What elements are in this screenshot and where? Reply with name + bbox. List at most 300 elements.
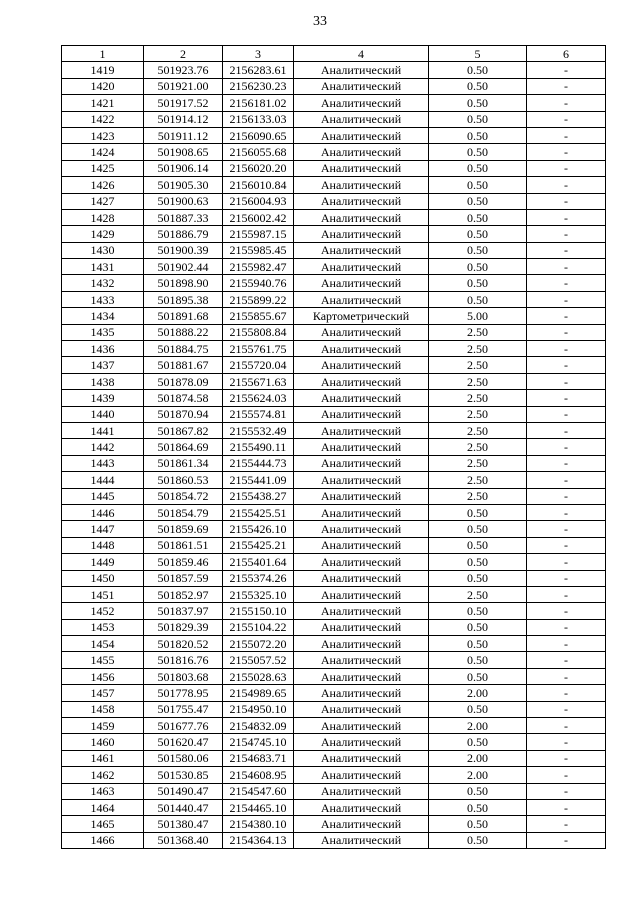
y-coordinate-cell: 2155028.63	[223, 668, 294, 684]
point-number-cell: 1456	[62, 668, 144, 684]
method-cell: Аналитический	[294, 439, 429, 455]
y-coordinate-cell: 2155532.49	[223, 422, 294, 438]
table-row	[62, 177, 606, 193]
table-row	[62, 291, 606, 307]
table-row	[62, 783, 606, 799]
point-number-cell: 1444	[62, 472, 144, 488]
y-coordinate-cell: 2155401.64	[223, 554, 294, 570]
table-row	[62, 636, 606, 652]
table-row	[62, 570, 606, 586]
accuracy-cell: 2.00	[429, 718, 527, 734]
table-row	[62, 160, 606, 176]
table-row	[62, 373, 606, 389]
accuracy-cell: 0.50	[429, 259, 527, 275]
note-cell: -	[527, 718, 606, 734]
method-cell: Аналитический	[294, 750, 429, 766]
point-number-cell: 1443	[62, 455, 144, 471]
note-cell: -	[527, 750, 606, 766]
note-cell: -	[527, 259, 606, 275]
table-row	[62, 799, 606, 815]
method-cell: Аналитический	[294, 160, 429, 176]
x-coordinate-cell: 501886.79	[144, 226, 223, 242]
accuracy-cell: 0.50	[429, 160, 527, 176]
accuracy-cell: 0.50	[429, 193, 527, 209]
x-coordinate-cell: 501861.34	[144, 455, 223, 471]
note-cell: -	[527, 341, 606, 357]
method-cell: Аналитический	[294, 718, 429, 734]
point-number-cell: 1457	[62, 685, 144, 701]
method-cell: Аналитический	[294, 341, 429, 357]
method-cell: Аналитический	[294, 783, 429, 799]
table-row	[62, 406, 606, 422]
point-number-cell: 1466	[62, 832, 144, 848]
y-coordinate-cell: 2154465.10	[223, 799, 294, 815]
x-coordinate-cell: 501887.33	[144, 209, 223, 225]
accuracy-cell: 0.50	[429, 177, 527, 193]
y-coordinate-cell: 2155072.20	[223, 636, 294, 652]
accuracy-cell: 0.50	[429, 537, 527, 553]
x-coordinate-cell: 501380.47	[144, 816, 223, 832]
accuracy-cell: 0.50	[429, 570, 527, 586]
y-coordinate-cell: 2155425.21	[223, 537, 294, 553]
method-cell: Аналитический	[294, 177, 429, 193]
table-row	[62, 439, 606, 455]
note-cell: -	[527, 144, 606, 160]
accuracy-cell: 0.50	[429, 291, 527, 307]
table-row	[62, 209, 606, 225]
x-coordinate-cell: 501906.14	[144, 160, 223, 176]
note-cell: -	[527, 193, 606, 209]
y-coordinate-cell: 2156002.42	[223, 209, 294, 225]
x-coordinate-cell: 501852.97	[144, 586, 223, 602]
method-cell: Аналитический	[294, 685, 429, 701]
method-cell: Аналитический	[294, 291, 429, 307]
note-cell: -	[527, 390, 606, 406]
note-cell: -	[527, 177, 606, 193]
note-cell: -	[527, 439, 606, 455]
note-cell: -	[527, 521, 606, 537]
accuracy-cell: 0.50	[429, 816, 527, 832]
y-coordinate-cell: 2155574.81	[223, 406, 294, 422]
column-header: 5	[429, 46, 527, 62]
x-coordinate-cell: 501820.52	[144, 636, 223, 652]
method-cell: Аналитический	[294, 455, 429, 471]
accuracy-cell: 2.50	[429, 324, 527, 340]
y-coordinate-cell: 2154547.60	[223, 783, 294, 799]
x-coordinate-cell: 501803.68	[144, 668, 223, 684]
table-row	[62, 619, 606, 635]
accuracy-cell: 0.50	[429, 62, 527, 78]
method-cell: Аналитический	[294, 390, 429, 406]
y-coordinate-cell: 2155855.67	[223, 308, 294, 324]
note-cell: -	[527, 652, 606, 668]
x-coordinate-cell: 501816.76	[144, 652, 223, 668]
method-cell: Аналитический	[294, 193, 429, 209]
point-number-cell: 1431	[62, 259, 144, 275]
method-cell: Аналитический	[294, 422, 429, 438]
method-cell: Картометрический	[294, 308, 429, 324]
accuracy-cell: 0.50	[429, 504, 527, 520]
point-number-cell: 1442	[62, 439, 144, 455]
point-number-cell: 1460	[62, 734, 144, 750]
accuracy-cell: 0.50	[429, 619, 527, 635]
note-cell: -	[527, 324, 606, 340]
table-row	[62, 750, 606, 766]
y-coordinate-cell: 2154683.71	[223, 750, 294, 766]
table-row	[62, 144, 606, 160]
table-row	[62, 652, 606, 668]
note-cell: -	[527, 832, 606, 848]
accuracy-cell: 2.50	[429, 357, 527, 373]
table-row	[62, 422, 606, 438]
y-coordinate-cell: 2155940.76	[223, 275, 294, 291]
method-cell: Аналитический	[294, 701, 429, 717]
accuracy-cell: 2.50	[429, 586, 527, 602]
note-cell: -	[527, 209, 606, 225]
y-coordinate-cell: 2156055.68	[223, 144, 294, 160]
accuracy-cell: 0.50	[429, 734, 527, 750]
y-coordinate-cell: 2156283.61	[223, 62, 294, 78]
point-number-cell: 1420	[62, 78, 144, 94]
note-cell: -	[527, 160, 606, 176]
method-cell: Аналитический	[294, 554, 429, 570]
column-header: 1	[62, 46, 144, 62]
y-coordinate-cell: 2155325.10	[223, 586, 294, 602]
point-number-cell: 1461	[62, 750, 144, 766]
y-coordinate-cell: 2155441.09	[223, 472, 294, 488]
x-coordinate-cell: 501878.09	[144, 373, 223, 389]
note-cell: -	[527, 504, 606, 520]
note-cell: -	[527, 78, 606, 94]
x-coordinate-cell: 501620.47	[144, 734, 223, 750]
column-header: 6	[527, 46, 606, 62]
y-coordinate-cell: 2154364.13	[223, 832, 294, 848]
accuracy-cell: 0.50	[429, 78, 527, 94]
method-cell: Аналитический	[294, 95, 429, 111]
table-row	[62, 718, 606, 734]
x-coordinate-cell: 501917.52	[144, 95, 223, 111]
point-number-cell: 1450	[62, 570, 144, 586]
table-row	[62, 324, 606, 340]
note-cell: -	[527, 422, 606, 438]
point-number-cell: 1426	[62, 177, 144, 193]
table-row	[62, 226, 606, 242]
method-cell: Аналитический	[294, 242, 429, 258]
y-coordinate-cell: 2155426.10	[223, 521, 294, 537]
note-cell: -	[527, 62, 606, 78]
y-coordinate-cell: 2156020.20	[223, 160, 294, 176]
x-coordinate-cell: 501902.44	[144, 259, 223, 275]
y-coordinate-cell: 2156010.84	[223, 177, 294, 193]
table-row	[62, 127, 606, 143]
point-number-cell: 1449	[62, 554, 144, 570]
y-coordinate-cell: 2154380.10	[223, 816, 294, 832]
x-coordinate-cell: 501911.12	[144, 127, 223, 143]
note-cell: -	[527, 636, 606, 652]
method-cell: Аналитический	[294, 521, 429, 537]
method-cell: Аналитический	[294, 668, 429, 684]
y-coordinate-cell: 2155624.03	[223, 390, 294, 406]
point-number-cell: 1462	[62, 767, 144, 783]
x-coordinate-cell: 501891.68	[144, 308, 223, 324]
table-row	[62, 275, 606, 291]
method-cell: Аналитический	[294, 636, 429, 652]
method-cell: Аналитический	[294, 767, 429, 783]
y-coordinate-cell: 2154832.09	[223, 718, 294, 734]
accuracy-cell: 0.50	[429, 701, 527, 717]
method-cell: Аналитический	[294, 144, 429, 160]
accuracy-cell: 2.50	[429, 455, 527, 471]
point-number-cell: 1452	[62, 603, 144, 619]
accuracy-cell: 0.50	[429, 783, 527, 799]
note-cell: -	[527, 226, 606, 242]
method-cell: Аналитический	[294, 275, 429, 291]
accuracy-cell: 0.50	[429, 668, 527, 684]
accuracy-cell: 2.50	[429, 390, 527, 406]
table-row	[62, 308, 606, 324]
note-cell: -	[527, 455, 606, 471]
note-cell: -	[527, 242, 606, 258]
accuracy-cell: 2.50	[429, 488, 527, 504]
y-coordinate-cell: 2155671.63	[223, 373, 294, 389]
note-cell: -	[527, 406, 606, 422]
x-coordinate-cell: 501677.76	[144, 718, 223, 734]
note-cell: -	[527, 701, 606, 717]
y-coordinate-cell: 2154950.10	[223, 701, 294, 717]
y-coordinate-cell: 2155899.22	[223, 291, 294, 307]
point-number-cell: 1453	[62, 619, 144, 635]
accuracy-cell: 0.50	[429, 127, 527, 143]
point-number-cell: 1463	[62, 783, 144, 799]
y-coordinate-cell: 2155374.26	[223, 570, 294, 586]
point-number-cell: 1440	[62, 406, 144, 422]
method-cell: Аналитический	[294, 570, 429, 586]
point-number-cell: 1459	[62, 718, 144, 734]
method-cell: Аналитический	[294, 357, 429, 373]
table-row	[62, 521, 606, 537]
x-coordinate-cell: 501530.85	[144, 767, 223, 783]
point-number-cell: 1419	[62, 62, 144, 78]
table-row	[62, 78, 606, 94]
accuracy-cell: 2.00	[429, 685, 527, 701]
column-header: 4	[294, 46, 429, 62]
point-number-cell: 1439	[62, 390, 144, 406]
point-number-cell: 1432	[62, 275, 144, 291]
method-cell: Аналитический	[294, 816, 429, 832]
x-coordinate-cell: 501895.38	[144, 291, 223, 307]
method-cell: Аналитический	[294, 373, 429, 389]
x-coordinate-cell: 501888.22	[144, 324, 223, 340]
note-cell: -	[527, 799, 606, 815]
point-number-cell: 1464	[62, 799, 144, 815]
y-coordinate-cell: 2155104.22	[223, 619, 294, 635]
note-cell: -	[527, 291, 606, 307]
accuracy-cell: 0.50	[429, 554, 527, 570]
method-cell: Аналитический	[294, 799, 429, 815]
method-cell: Аналитический	[294, 209, 429, 225]
method-cell: Аналитический	[294, 504, 429, 520]
y-coordinate-cell: 2154608.95	[223, 767, 294, 783]
note-cell: -	[527, 816, 606, 832]
coordinates-table	[61, 45, 606, 849]
method-cell: Аналитический	[294, 537, 429, 553]
x-coordinate-cell: 501921.00	[144, 78, 223, 94]
note-cell: -	[527, 357, 606, 373]
point-number-cell: 1429	[62, 226, 144, 242]
table-row	[62, 62, 606, 78]
x-coordinate-cell: 501490.47	[144, 783, 223, 799]
accuracy-cell: 0.50	[429, 242, 527, 258]
note-cell: -	[527, 275, 606, 291]
y-coordinate-cell: 2155987.15	[223, 226, 294, 242]
y-coordinate-cell: 2155808.84	[223, 324, 294, 340]
point-number-cell: 1445	[62, 488, 144, 504]
method-cell: Аналитический	[294, 406, 429, 422]
table-row	[62, 259, 606, 275]
accuracy-cell: 0.50	[429, 275, 527, 291]
method-cell: Аналитический	[294, 488, 429, 504]
accuracy-cell: 0.50	[429, 226, 527, 242]
x-coordinate-cell: 501864.69	[144, 439, 223, 455]
y-coordinate-cell: 2156004.93	[223, 193, 294, 209]
point-number-cell: 1423	[62, 127, 144, 143]
accuracy-cell: 2.50	[429, 472, 527, 488]
point-number-cell: 1437	[62, 357, 144, 373]
y-coordinate-cell: 2155444.73	[223, 455, 294, 471]
table-row	[62, 390, 606, 406]
point-number-cell: 1424	[62, 144, 144, 160]
table-row	[62, 767, 606, 783]
x-coordinate-cell: 501860.53	[144, 472, 223, 488]
accuracy-cell: 5.00	[429, 308, 527, 324]
accuracy-cell: 2.50	[429, 341, 527, 357]
x-coordinate-cell: 501914.12	[144, 111, 223, 127]
point-number-cell: 1433	[62, 291, 144, 307]
accuracy-cell: 2.50	[429, 406, 527, 422]
table-row	[62, 95, 606, 111]
x-coordinate-cell: 501368.40	[144, 832, 223, 848]
method-cell: Аналитический	[294, 472, 429, 488]
note-cell: -	[527, 537, 606, 553]
y-coordinate-cell: 2155150.10	[223, 603, 294, 619]
method-cell: Аналитический	[294, 259, 429, 275]
accuracy-cell: 0.50	[429, 652, 527, 668]
table-row	[62, 603, 606, 619]
y-coordinate-cell: 2155057.52	[223, 652, 294, 668]
x-coordinate-cell: 501884.75	[144, 341, 223, 357]
method-cell: Аналитический	[294, 62, 429, 78]
table-row	[62, 701, 606, 717]
point-number-cell: 1421	[62, 95, 144, 111]
method-cell: Аналитический	[294, 78, 429, 94]
note-cell: -	[527, 685, 606, 701]
table-row	[62, 816, 606, 832]
point-number-cell: 1454	[62, 636, 144, 652]
accuracy-cell: 0.50	[429, 209, 527, 225]
point-number-cell: 1430	[62, 242, 144, 258]
point-number-cell: 1427	[62, 193, 144, 209]
method-cell: Аналитический	[294, 603, 429, 619]
method-cell: Аналитический	[294, 324, 429, 340]
x-coordinate-cell: 501905.30	[144, 177, 223, 193]
y-coordinate-cell: 2155490.11	[223, 439, 294, 455]
accuracy-cell: 0.50	[429, 636, 527, 652]
y-coordinate-cell: 2156133.03	[223, 111, 294, 127]
method-cell: Аналитический	[294, 127, 429, 143]
point-number-cell: 1446	[62, 504, 144, 520]
accuracy-cell: 0.50	[429, 144, 527, 160]
table-row	[62, 832, 606, 848]
x-coordinate-cell: 501881.67	[144, 357, 223, 373]
note-cell: -	[527, 373, 606, 389]
table-row	[62, 554, 606, 570]
page-number: 33	[313, 14, 327, 29]
x-coordinate-cell: 501854.72	[144, 488, 223, 504]
point-number-cell: 1434	[62, 308, 144, 324]
table-row	[62, 472, 606, 488]
y-coordinate-cell: 2155985.45	[223, 242, 294, 258]
x-coordinate-cell: 501857.59	[144, 570, 223, 586]
y-coordinate-cell: 2156181.02	[223, 95, 294, 111]
x-coordinate-cell: 501859.46	[144, 554, 223, 570]
x-coordinate-cell: 501440.47	[144, 799, 223, 815]
x-coordinate-cell: 501900.39	[144, 242, 223, 258]
accuracy-cell: 2.00	[429, 750, 527, 766]
accuracy-cell: 0.50	[429, 521, 527, 537]
method-cell: Аналитический	[294, 226, 429, 242]
point-number-cell: 1451	[62, 586, 144, 602]
point-number-cell: 1458	[62, 701, 144, 717]
note-cell: -	[527, 111, 606, 127]
point-number-cell: 1455	[62, 652, 144, 668]
note-cell: -	[527, 783, 606, 799]
point-number-cell: 1447	[62, 521, 144, 537]
x-coordinate-cell: 501870.94	[144, 406, 223, 422]
accuracy-cell: 2.50	[429, 373, 527, 389]
table-row	[62, 341, 606, 357]
table-row	[62, 685, 606, 701]
accuracy-cell: 2.50	[429, 422, 527, 438]
x-coordinate-cell: 501859.69	[144, 521, 223, 537]
y-coordinate-cell: 2155438.27	[223, 488, 294, 504]
method-cell: Аналитический	[294, 111, 429, 127]
note-cell: -	[527, 554, 606, 570]
note-cell: -	[527, 734, 606, 750]
accuracy-cell: 0.50	[429, 799, 527, 815]
y-coordinate-cell: 2156230.23	[223, 78, 294, 94]
table-row	[62, 537, 606, 553]
table-body	[62, 62, 606, 849]
point-number-cell: 1448	[62, 537, 144, 553]
point-number-cell: 1428	[62, 209, 144, 225]
table-row	[62, 668, 606, 684]
accuracy-cell: 2.50	[429, 439, 527, 455]
method-cell: Аналитический	[294, 832, 429, 848]
table-row	[62, 455, 606, 471]
y-coordinate-cell: 2155761.75	[223, 341, 294, 357]
table-row	[62, 357, 606, 373]
note-cell: -	[527, 308, 606, 324]
x-coordinate-cell: 501829.39	[144, 619, 223, 635]
y-coordinate-cell: 2155720.04	[223, 357, 294, 373]
y-coordinate-cell: 2154745.10	[223, 734, 294, 750]
table-row	[62, 734, 606, 750]
note-cell: -	[527, 767, 606, 783]
x-coordinate-cell: 501898.90	[144, 275, 223, 291]
accuracy-cell: 2.00	[429, 767, 527, 783]
point-number-cell: 1425	[62, 160, 144, 176]
accuracy-cell: 0.50	[429, 95, 527, 111]
